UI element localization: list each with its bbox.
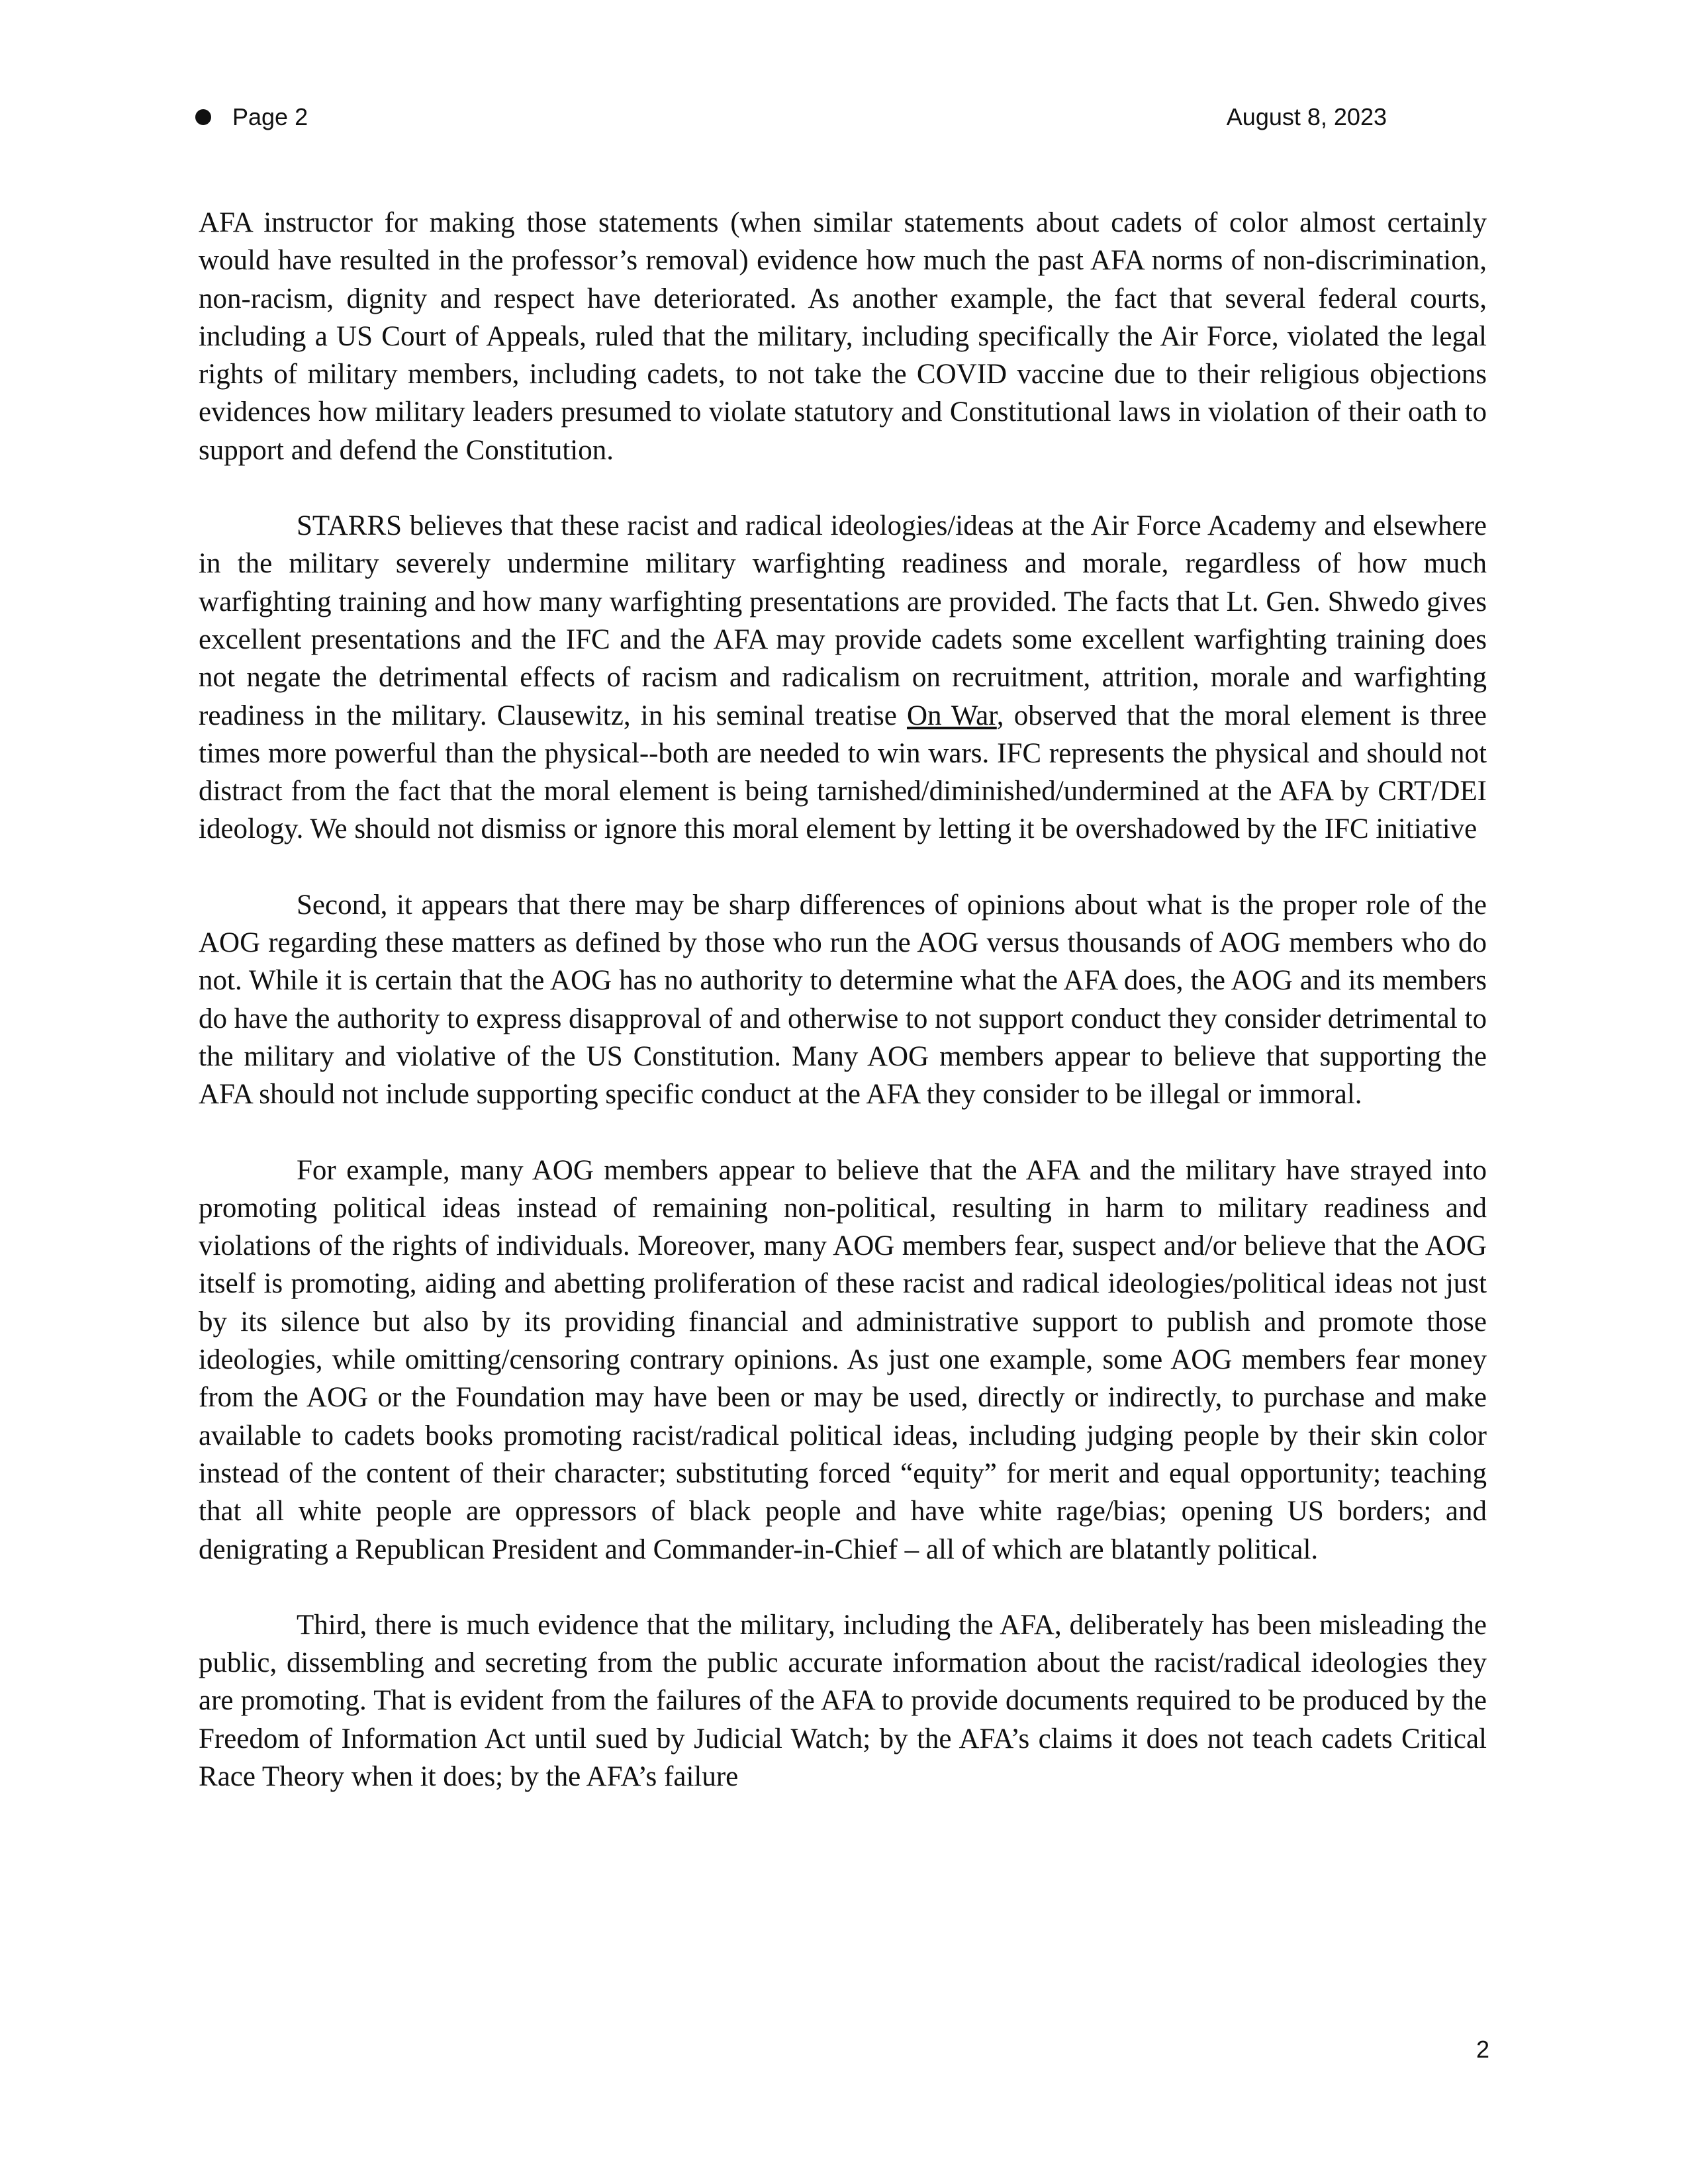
book-title-on-war: On War <box>906 700 997 731</box>
bullet-icon <box>195 109 211 125</box>
letter-body <box>199 204 1487 1796</box>
paragraph-starrs-text-after: , observed that the moral element is three times more powerful than the physical--both are needed to win wars. IFC represents the physical and should not distract from the fact that the moral element is being tarnished/diminished/undermined at the AFA by CRT/DEI ideology. We should not dismiss or ignore this moral element by letting it be overshadowed by the IFC initiative <box>199 700 1487 845</box>
paragraph-continuation: AFA instructor for making those statements (when similar statements about cadets of color almost certainly would have resulted in the professor’s removal) evidence how much the past AFA norms of non-discrimination, non-racism, dignity and respect have deteriorated. As another example, the fact that several federal courts, including a US Court of Appeals, ruled that the military, including specifically the Air Force, violated the legal rights of military members, including cadets, to not take the COVID vaccine due to their religious objections evidences how military leaders presumed to violate statutory and Constitutional laws in violation of their oath to support and defend the Constitution. <box>199 207 1487 466</box>
paragraph-starrs-text-before: STARRS believes that these racist and radical ideologies/ideas at the Air Force Academy and elsewhere in the military severely undermine military warfighting readiness and morale, regardless of how much warfighting training and how many warfighting presentations are provided. The facts that Lt. Gen. Shwedo gives excellent presentations and the IFC and the AFA may provide cadets some excellent warfighting training does not negate the detrimental effects of racism and radicalism on recruitment, attrition, morale and warfighting readiness in the military. Clausewitz, in his seminal treatise <box>199 510 1487 731</box>
header-page-label: Page 2 <box>232 103 308 130</box>
page-number: 2 <box>1476 2036 1489 2063</box>
paragraph-second: Second, it appears that there may be sharp differences of opinions about what is the proper role of the AOG regarding these matters as defined by those who run the AOG versus thousands of AOG members who do not. While it is certain that the AOG has no authority to determine what the AFA does, the AOG and its members do have the authority to express disapproval of and otherwise to not support conduct they consider detrimental to the military and violative of the US Constitution. Many AOG members appear to believe that supporting the AFA should not include supporting specific conduct at the AFA they consider to be illegal or immoral. <box>199 889 1487 1111</box>
header-date: August 8, 2023 <box>1226 103 1387 130</box>
paragraph-starrs <box>199 507 1487 848</box>
page-header <box>195 101 1387 134</box>
paragraph-for-example: For example, many AOG members appear to believe that the AFA and the military have strayed into promoting political ideas instead of remaining non-political, resulting in harm to military readiness and violations of the rights of individuals. Moreover, many AOG members fear, suspect and/or believe that the AOG itself is promoting, aiding and abetting proliferation of these racist and radical ideologies/political ideas not just by its silence but also by its providing financial and administrative support to publish and promote those ideologies, while omitting/censoring contrary opinions. As just one example, some AOG members fear money from the AOG or the Foundation may have been or may be used, directly or indirectly, to purchase and make available to cadets books promoting racist/radical political ideas, including judging people by their skin color instead of the content of their character; substituting forced “equity” for merit and equal opportunity; teaching that all white people are oppressors of black people and have white rage/bias; opening US borders; and denigrating a Republican President and Commander-in-Chief – all of which are blatantly political. <box>199 1154 1487 1565</box>
paragraph-third: Third, there is much evidence that the military, including the AFA, deliberately has been misleading the public, dissembling and secreting from the public accurate information about the racist/radical ideologies they are promoting. That is evident from the failures of the AFA to provide documents required to be produced by the Freedom of Information Act until sued by Judicial Watch; by the AFA’s claims it does not teach cadets Critical Race Theory when it does; by the AFA’s failure <box>199 1609 1487 1792</box>
